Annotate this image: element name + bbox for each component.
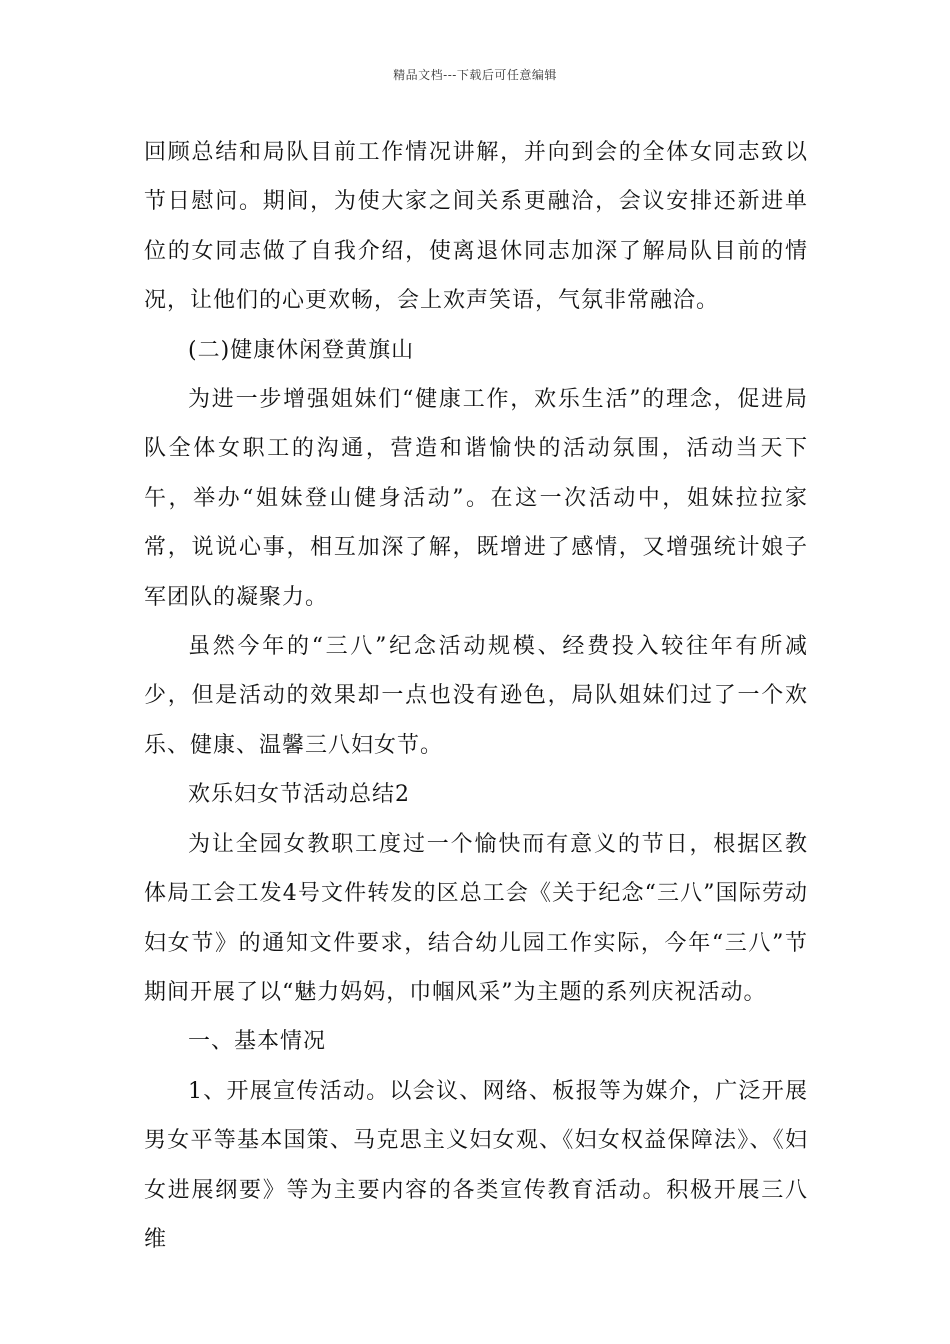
paragraph-continuation: 回顾总结和局队目前工作情况讲解，并向到会的全体女同志致以节日慰问。期间，为使大家之间关系更融洽，会议安排还新进单位的女同志做了自我介绍，使离退休同志加深了解局队目前的情况，让他们的心更欢畅，会上欢声笑语，气氛非常融洽。	[144, 140, 808, 314]
section-heading: 一、基本情况	[188, 1029, 327, 1055]
section-heading: (二)健康休闲登黄旗山	[188, 337, 415, 363]
document-body	[144, 128, 808, 1264]
article-title: 欢乐妇女节活动总结2	[188, 782, 410, 808]
paragraph: 虽然今年的“三八”纪念活动规模、经费投入较往年有所减少，但是活动的效果却一点也没有逊色，局队姐妹们过了一个欢乐、健康、温馨三八妇女节。	[144, 634, 808, 758]
paragraph: 1、开展宣传活动。以会议、网络、板报等为媒介，广泛开展男女平等基本国策、马克思主义妇女观、《妇女权益保障法》、《妇女进展纲要》等为主要内容的各类宣传教育活动。积极开展三八维	[144, 1078, 808, 1252]
page-header: 精品文档---下载后可任意编辑	[393, 68, 557, 82]
paragraph: 为让全园女教职工度过一个愉快而有意义的节日，根据区教体局工会工发4号文件转发的区总工会《关于纪念“三八”国际劳动妇女节》的通知文件要求，结合幼儿园工作实际，今年“三八”节期间开展了以“魅力妈妈，巾帼风采”为主题的系列庆祝活动。	[144, 831, 808, 1005]
paragraph: 为进一步增强姐妹们“健康工作，欢乐生活”的理念，促进局队全体女职工的沟通，营造和谐愉快的活动氛围，活动当天下午，举办“姐妹登山健身活动”。在这一次活动中，姐妹拉拉家常，说说心事，相互加深了解，既增进了感情，又增强统计娘子军团队的凝聚力。	[144, 387, 808, 610]
